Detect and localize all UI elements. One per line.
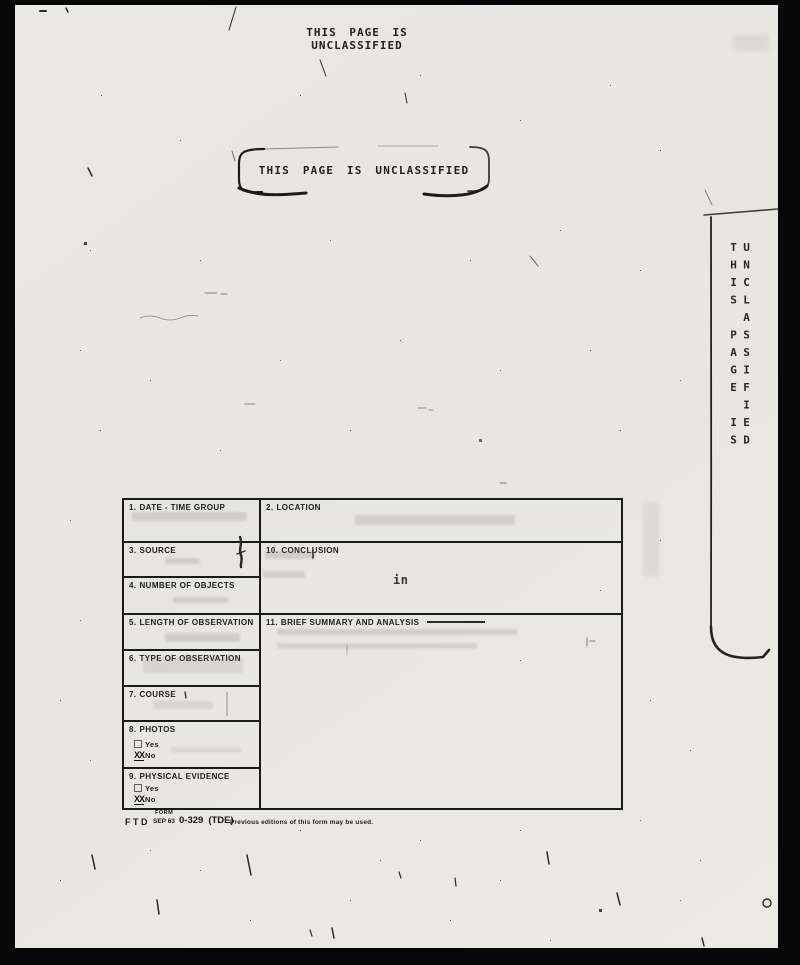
field-label: COURSE	[139, 690, 177, 699]
faded-text-artifact	[263, 571, 305, 578]
field-photos	[124, 722, 261, 769]
faded-text-artifact	[277, 629, 517, 635]
report-form-table	[122, 498, 623, 810]
faded-text-artifact	[153, 701, 213, 709]
faded-text-artifact	[165, 633, 240, 642]
field-number: 9.	[129, 772, 137, 781]
faded-text-artifact	[171, 747, 241, 753]
checkbox-no-label: No	[145, 795, 156, 804]
form-number	[179, 815, 234, 826]
form-suffix: (TDE)	[208, 815, 234, 826]
field-number: 5.	[129, 618, 137, 627]
field-label: DATE - TIME GROUP	[139, 503, 226, 512]
form-number-value: 0-329	[179, 815, 204, 826]
field-number: 7.	[129, 690, 137, 699]
side-stamp-text: THIS PAGE IS UNCLASSIFIED	[727, 241, 753, 451]
checkbox-yes-icon	[134, 784, 142, 792]
field-label: SOURCE	[139, 546, 177, 555]
top-banner-text: THIS PAGE IS UNCLASSIFIED	[306, 26, 408, 52]
field-number: 10.	[266, 546, 279, 555]
ruled-line	[427, 621, 485, 623]
scanned-page	[15, 5, 778, 948]
faded-text-artifact	[132, 512, 247, 521]
checkbox-yes-label: Yes	[145, 784, 159, 793]
field-conclusion	[261, 543, 621, 615]
checkbox-yes-row	[134, 784, 254, 794]
checkbox-no-label: No	[145, 751, 156, 760]
field-number: 2.	[266, 503, 274, 512]
scan-streak-artifact	[733, 35, 769, 51]
field-number: 1.	[129, 503, 137, 512]
field-number: 6.	[129, 654, 137, 663]
field-physical-evidence	[124, 769, 261, 808]
faded-text-artifact	[143, 657, 243, 673]
field-number: 3.	[129, 546, 137, 555]
field-date-time-group	[124, 500, 261, 543]
form-agency: FTD	[125, 817, 150, 827]
scan-streak-artifact	[643, 502, 659, 577]
field-label: BRIEF SUMMARY AND ANALYSIS	[280, 618, 420, 627]
checkbox-no-row	[134, 794, 254, 805]
faded-text-artifact	[265, 551, 315, 559]
stamp-text: THIS PAGE IS UNCLASSIFIED	[258, 164, 470, 177]
field-label: LOCATION	[276, 503, 321, 512]
faded-text-artifact	[165, 558, 200, 564]
field-number: 4.	[129, 581, 137, 590]
field-number: 11.	[266, 618, 278, 627]
field-label: PHOTOS	[139, 725, 176, 734]
field-label: LENGTH OF OBSERVATION	[139, 618, 254, 627]
faded-text-artifact	[277, 643, 477, 649]
checkbox-no-x-mark: XX	[134, 794, 145, 804]
checkbox-yes-label: Yes	[145, 740, 159, 749]
faded-conclusion-text: in	[393, 573, 409, 587]
form-date: SEP 63	[153, 818, 175, 825]
physical-evidence-checkboxes	[134, 784, 254, 805]
field-label: CONCLUSION	[281, 546, 340, 555]
faded-text-artifact	[355, 515, 515, 525]
faded-text-artifact	[173, 597, 228, 603]
form-word: FORM	[155, 810, 174, 816]
checkbox-no-x-mark: XX	[134, 750, 145, 760]
checkbox-yes-icon	[134, 740, 142, 748]
field-label: NUMBER OF OBJECTS	[139, 581, 235, 590]
scan-speckles	[15, 5, 16, 6]
unclassified-stamp	[228, 141, 500, 201]
field-label: PHYSICAL EVIDENCE	[139, 772, 230, 781]
form-footnote: Previous editions of this form may be used.	[230, 819, 374, 826]
field-number: 8.	[129, 725, 137, 734]
field-label: TYPE OF OBSERVATION	[139, 654, 241, 663]
